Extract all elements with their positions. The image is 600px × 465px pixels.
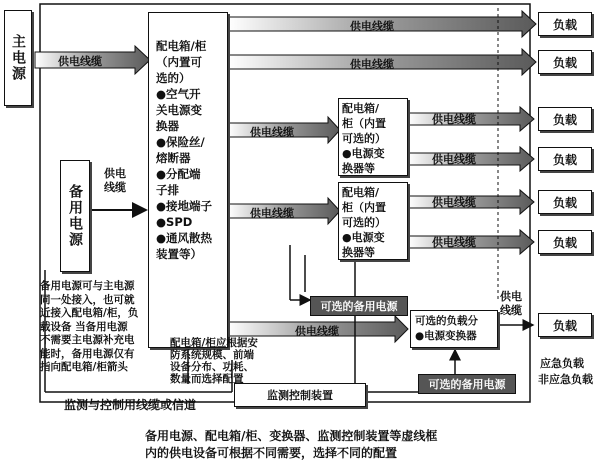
- load-2-label: 负载: [552, 55, 577, 70]
- figure-caption: 备用电源、配电箱/柜、变换器、监测控制装置等虚线框 内的供电设备可根据不同需要，选择不同的配置: [145, 429, 438, 460]
- emergency-load-label: 应急负载: [540, 357, 584, 370]
- arrow-sub1-load2-label: 供电线缆: [432, 153, 476, 166]
- arrow-sub2-load2-label: 供电线缆: [432, 236, 476, 249]
- arrow-sub2-load1-label: 供电线缆: [432, 196, 476, 209]
- backup-note: 备用电源可与主电源 同一处接入，也可就 近接入配电箱/柜，负 载设备 当备用电源 不需要主电源补充电 能时，备用电源仅有 指向配电箱/柜箭头: [40, 280, 139, 373]
- load-6-label: 负载: [552, 235, 577, 250]
- load-1-label: 负载: [552, 17, 577, 32]
- monitor-label: 监测控制装置: [267, 389, 333, 402]
- optional-backup-mid: [310, 296, 408, 316]
- optional-load-box: [410, 310, 498, 348]
- sub-distribution-text-1: 配电箱/ 柜（内置 可选的） ●电源变 换器等: [342, 102, 386, 175]
- monitor-cable-label: 监测与控制用线缆或信道: [64, 398, 197, 412]
- sub-distribution-box-2: [338, 182, 408, 260]
- load-2: [538, 50, 592, 74]
- sub-distribution-text-2: 配电箱/ 柜（内置 可选的） ●电源变 换器等: [342, 186, 386, 259]
- load-6: [538, 230, 592, 254]
- main-source-label: 主电源: [10, 34, 26, 82]
- top-arrow-2-label: 供电线缆: [350, 58, 394, 71]
- main-source-box: [4, 10, 32, 106]
- load-4-label: 负载: [552, 152, 577, 167]
- arrow-sub1-load1-label: 供电线缆: [432, 113, 476, 126]
- load-5-label: 负载: [552, 195, 577, 210]
- monitor-box: [234, 383, 366, 407]
- load-5: [538, 190, 592, 214]
- sub-distribution-box-1: [338, 98, 408, 176]
- optional-backup-bottom: [418, 374, 516, 394]
- load-1: [538, 12, 592, 36]
- optional-backup-mid-label: 可选的备用电源: [320, 300, 398, 313]
- backup-source-box: [60, 160, 90, 272]
- main-supply-label: 供电线缆: [58, 55, 102, 68]
- load-7-label: 负载: [552, 318, 577, 333]
- load-3-label: 负载: [552, 112, 577, 127]
- arrow-sub1-label: 供电线缆: [250, 126, 294, 139]
- main-distribution-text: 配电箱/柜 （内置可 选的） ●空气开 关电源变 换器 ●保险丝/ 熔断器 ●分配端 子排 ●接地端子 ●SPD ●通风散热 装置等）: [156, 39, 213, 261]
- supply-cable-right: 供电 线缆: [500, 290, 522, 317]
- arrow-opt-label: 供电线缆: [295, 325, 339, 338]
- load-7: [538, 313, 592, 337]
- backup-source-label: 备用电源: [67, 184, 83, 248]
- top-arrow-1-label: 供电线缆: [350, 20, 394, 33]
- main-box-note: 配电箱/柜应根据安 防系统规模、前端 设备分布、功耗、 数量而选择配置: [170, 337, 258, 385]
- load-3: [538, 107, 592, 131]
- load-4: [538, 147, 592, 171]
- optional-load-text: 可选的负载分 ●电源变换器: [415, 315, 478, 342]
- optional-backup-bottom-label: 可选的备用电源: [428, 378, 506, 391]
- backup-cable-label: 供电 线缆: [104, 167, 126, 194]
- arrow-sub2-label: 供电线缆: [250, 207, 294, 220]
- non-emergency-load-label: 非应急负载: [538, 373, 593, 386]
